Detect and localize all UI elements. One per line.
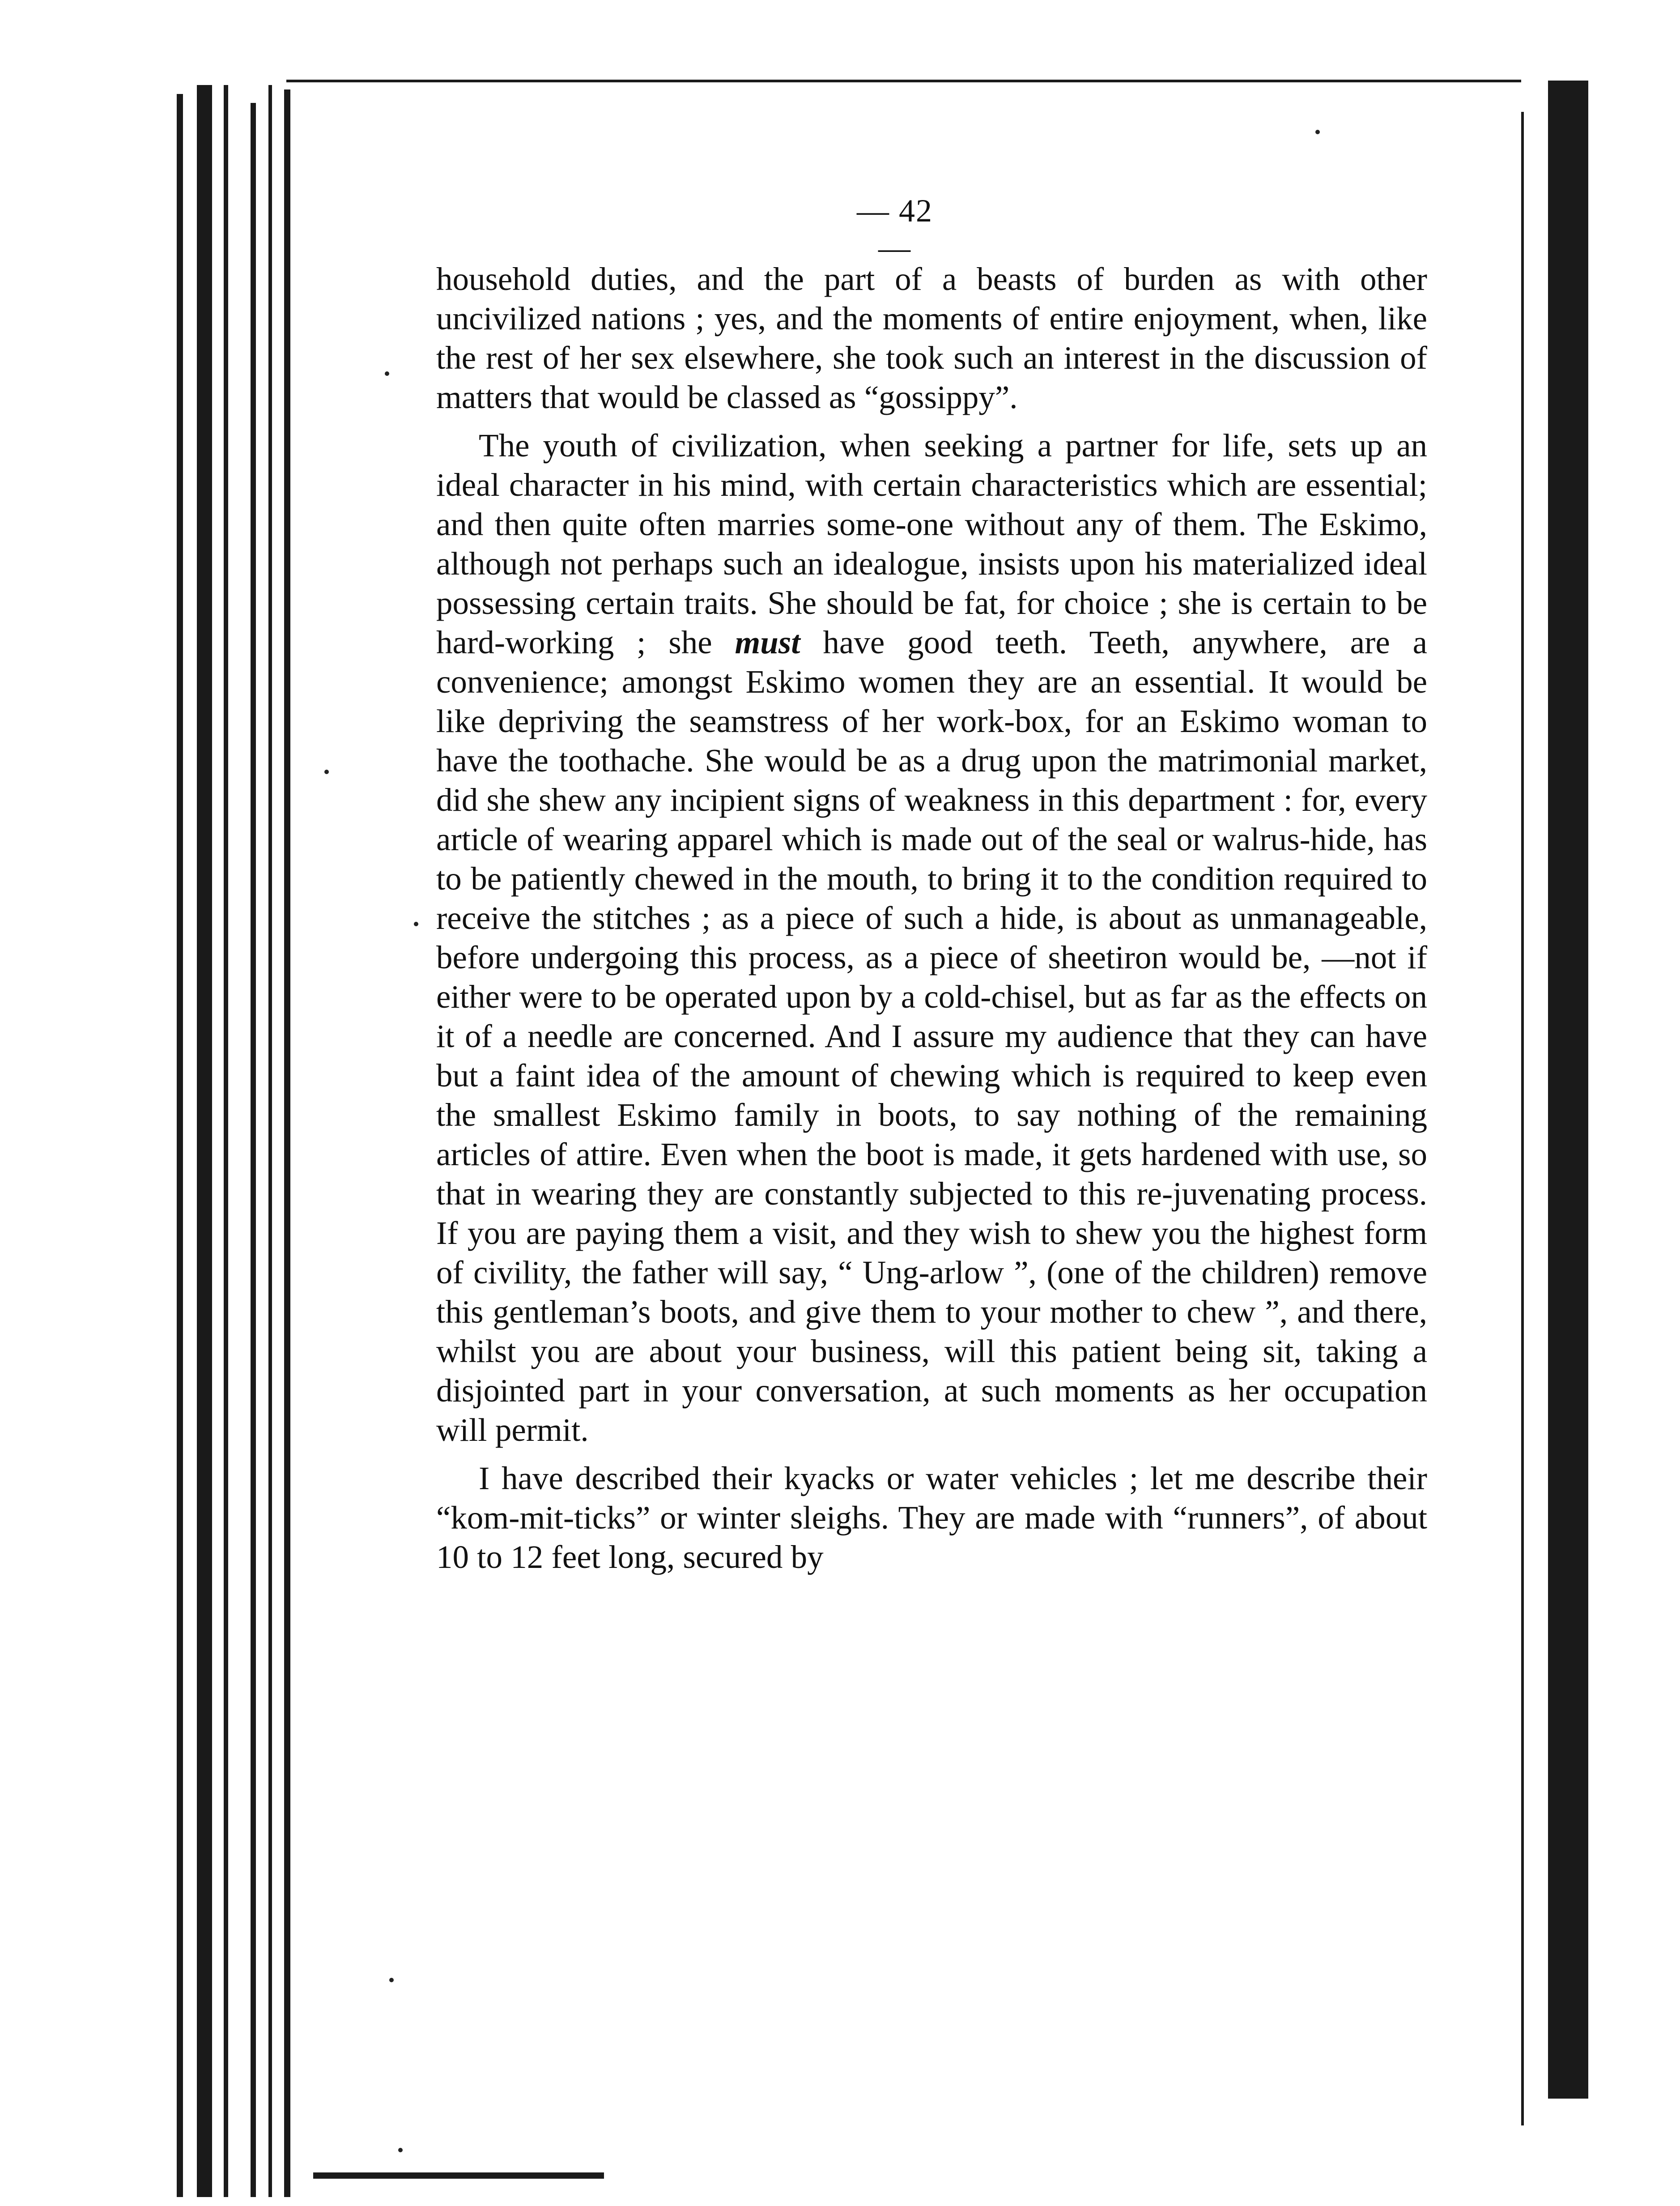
binding-edge-line [284, 89, 290, 2197]
scan-speck [389, 1978, 394, 1982]
binding-edge-line [224, 85, 228, 2197]
page-top-edge [286, 80, 1521, 82]
paragraph-text-segment: The youth of civilization, when seeking a partner for life, sets up an ideal character in his mind, with certain characteristics which are essential; and then quite often marries some-one without any of them. The Eskimo, although not perhaps such an idealogue, insists upon his materialized ideal possessing certain traits. She should be fat, for choice ; she is certain to be hard-working ; she [436, 427, 1427, 660]
binding-edge-line [197, 85, 212, 2197]
binding-edge-line [177, 94, 183, 2197]
scan-speck [385, 371, 389, 376]
scan-speck [324, 770, 329, 774]
paragraph-continued: household duties, and the part of a beasts of burden as with other uncivilized nations ; yes, and the moments of entire enjoyment, when, like the rest of her sex elsewhere, she took such an interest in the discussion of matters that would be classed as “gossippy”. [436, 261, 1427, 415]
scan-speck [398, 2148, 403, 2152]
right-page-edge [1521, 112, 1524, 2125]
page-number: — 42 — [857, 193, 933, 266]
binding-edge-line [268, 85, 272, 2197]
page-bottom-edge [313, 2172, 604, 2179]
paragraph-sleighs: I have described their kyacks or water vehicles ; let me describe their “kom-mit-ticks” or winter sleighs. They are made with “runners”, of about 10 to 12 feet long, secured by [436, 1460, 1427, 1575]
paragraph-text-segment: have good teeth. Teeth, anywhere, are a convenience; amongst Eskimo women they are an essential. It would be like depriving the seamstress of her work-box, for an Eskimo woman to have the toothache. She would be as a drug upon the matrimonial market, did she shew any incipient signs of weakness in this department : for, every article of wearing apparel which is made out of the seal or walrus-hide, has to be patiently chewed in the mouth, to bring it to the condition required to receive the stitches ; as a piece of such a hide, is about as unmanageable, before undergoing this process, as a piece of sheetiron would be, —not if either were to be operated upon by a cold-chisel, but as far as the effects on it of a needle are concerned. And I assure my audience that they can have but a faint idea of the amount of chewing which is required to keep even the smallest Eskimo family in boots, to say nothing of the remaining articles of attire. Even when the boot is made, it gets hardened with use, so that in wearing they are constantly subjected to this re-juvenating process. If you are paying them a visit, and they wish to shew you the highest form of civility, the father will say, “ Ung-arlow ”, (one of the children) remove this gentleman’s boots, and give them to your mother to chew ”, and there, whilst you are about your business, will this patient being sit, taking a disjointed part in your conversation, at such moments as her occupation will permit. [436, 624, 1428, 1448]
scan-speck [1315, 130, 1320, 134]
body-text [436, 260, 1427, 1577]
binding-edge-line [251, 103, 256, 2197]
paragraph-eskimo-wife [436, 426, 1427, 1450]
emphasis-word: must [735, 624, 800, 660]
scan-speck [414, 922, 418, 926]
right-page-shadow [1548, 81, 1588, 2099]
